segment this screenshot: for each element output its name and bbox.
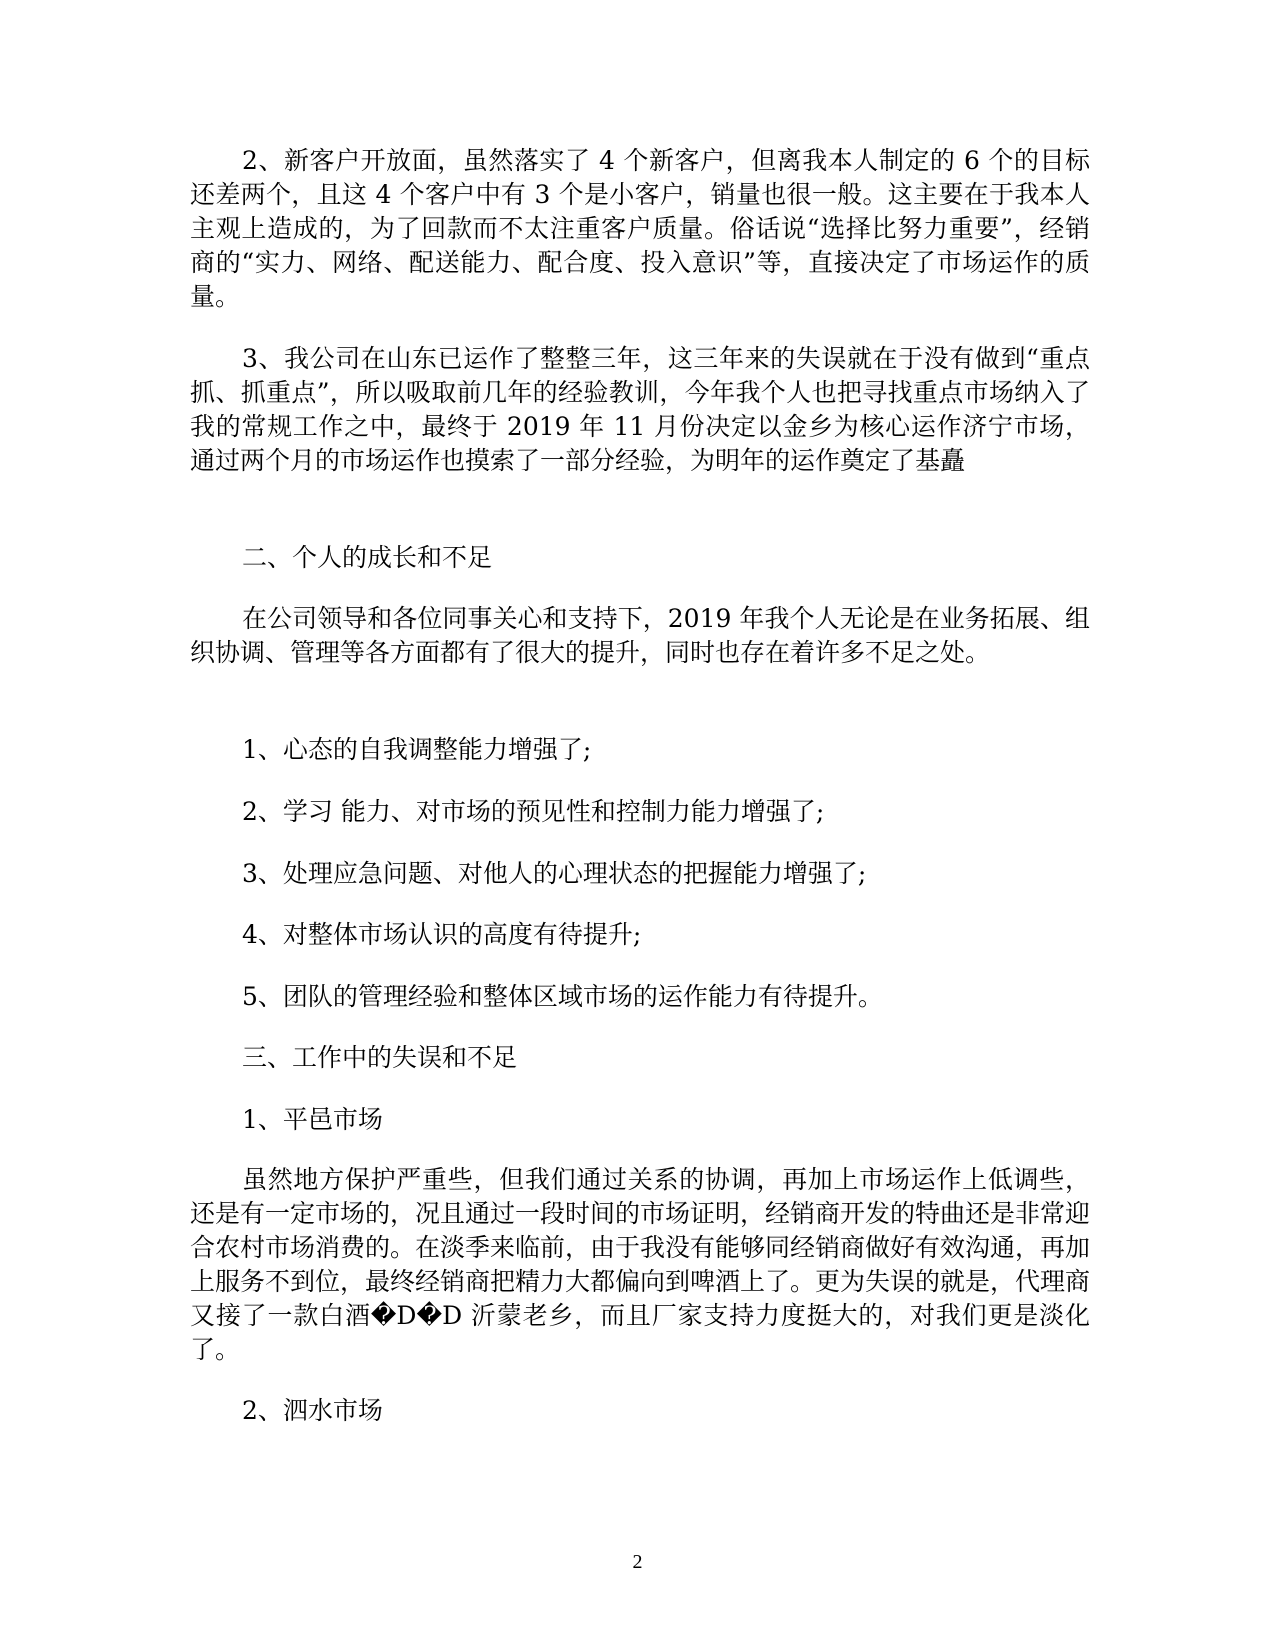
subheading-sishui-market: 2、泗水市场 [242, 1396, 383, 1425]
paragraph-pingyi-detail: 虽然地方保护严重些，但我们通过关系的协调，再加上市场运作上低调些，还是有一定市场的，况且通过一段时间的市场证明，经销商开发的特曲还是非常迎合农村市场消费的。在淡季来临前，由于我没有能够同经销商做好有效沟通，再加上服务不到位，最终经销商把精力大都偏向到啤酒上了。更为失误的就是，代理商又接了一款白酒�D�D 沂蒙老乡，而且厂家支持力度挺大的，对我们更是淡化了。 [190, 1165, 1091, 1364]
list-item-5: 5、团队的管理经验和整体区域市场的运作能力有待提升。 [242, 982, 883, 1011]
list-item-2: 2、学习 能力、对市场的预见性和控制力能力增强了; [242, 797, 825, 826]
list-item-3: 3、处理应急问题、对他人的心理状态的把握能力增强了; [242, 859, 867, 888]
heading-personal-growth: 二、个人的成长和不足 [242, 543, 493, 572]
list-item-1: 1、心态的自我调整能力增强了; [242, 735, 592, 764]
heading-mistakes: 三、工作中的失误和不足 [242, 1043, 518, 1072]
document-page [190, 0, 1090, 1650]
paragraph-new-clients: 2、新客户开放面，虽然落实了 4 个新客户，但离我本人制定的 6 个的目标还差两个，且这 4 个客户中有 3 个是小客户，销量也很一般。这主要在于我本人主观上造成的，为了回款而不太注重客户质量。俗话说“选择比努力重要”，经销商的“实力、网络、配送能力、配合度、投入意识”等，直接决定了市场运作的质量。 [190, 146, 1090, 311]
subheading-pingyi-market: 1、平邑市场 [242, 1105, 383, 1134]
list-item-4: 4、对整体市场认识的高度有待提升; [242, 920, 642, 949]
paragraph-growth-summary: 在公司领导和各位同事关心和支持下，2019 年我个人无论是在业务拓展、组织协调、管理等各方面都有了很大的提升，同时也存在着许多不足之处。 [190, 604, 1090, 667]
paragraph-key-market: 3、我公司在山东已运作了整整三年，这三年来的失误就在于没有做到“重点抓、抓重点”，所以吸取前几年的经验教训，今年我个人也把寻找重点市场纳入了我的常规工作之中，最终于 2019 年 11 月份决定以金乡为核心运作济宁市场，通过两个月的市场运作也摸索了一部分经验，为明年的运作奠定了基矗 [190, 344, 1090, 475]
page-number: 2 [632, 1551, 643, 1573]
